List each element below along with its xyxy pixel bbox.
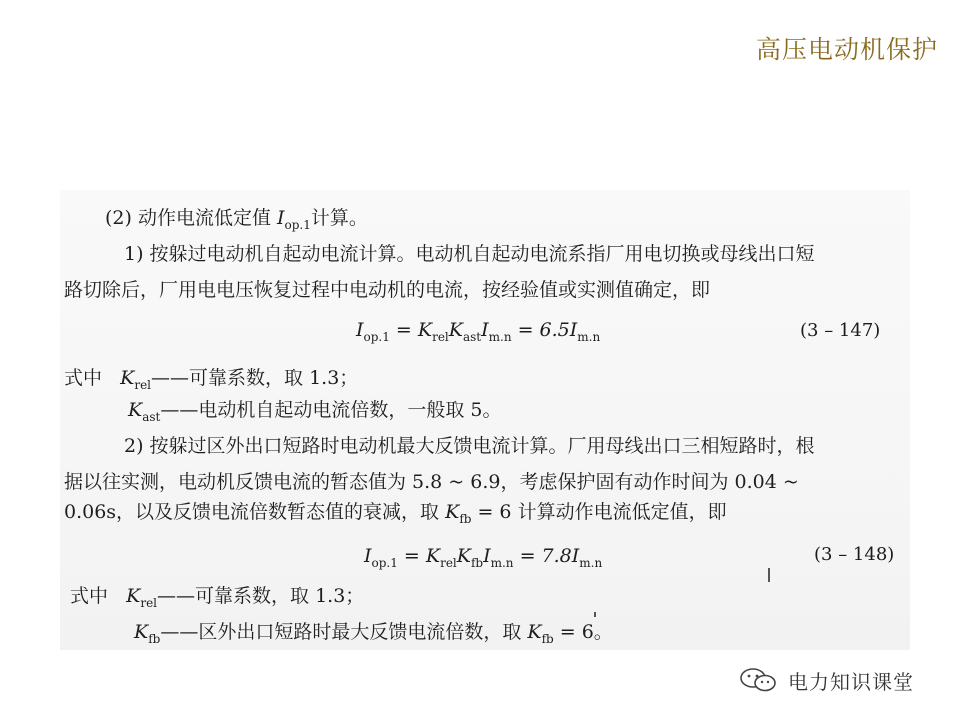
scan-mark [768,568,770,582]
watermark-text: 电力知识课堂 [788,669,914,694]
section-2-heading: (2) 动作电流低定值 $I_{op.1}$计算。 [105,207,368,232]
equation-3-147: $I_{op.1} = K_{rel}K_{ast}I_{m.n} = 6.5I_{m.n}$ [356,319,601,344]
equation-number-148: (3 – 148) [814,544,895,565]
wechat-icon [738,666,780,694]
where-kfb-2: $K_{fb}——$区外出口短路时最大反馈电流倍数，取 $K_{fb} = 6$。 [134,621,613,646]
equation-3-148: $I_{op.1} = K_{rel}K_{fb}I_{m.n} = 7.8I_{m.n}$ [364,545,603,570]
para-2-line-2: 据以往实测，电动机反馈电流的暂态值为 5.8 ~ 6.9，考虑保护固有动作时间为 0.04 ~ [64,471,799,493]
where-krel-1: 式中 $K_{rel}——$可靠系数，取 1.3； [64,367,359,392]
scan-mark [594,612,596,617]
para-2-line-3: 0.06s，以及反馈电流倍数暂态值的衰减，取 $K_{fb} = 6$ 计算动作电流低定值，即 [64,501,727,526]
equation-number-147: (3 – 147) [800,320,881,341]
where-kast-1: $K_{ast}——$电动机自起动电流倍数，一般取 5。 [128,399,502,424]
watermark [738,666,914,694]
para-1-line-2: 路切除后，厂用电电压恢复过程中电动机的电流，按经验值或实测值确定，即 [64,279,711,301]
where-krel-2: 式中 $K_{rel}——$可靠系数，取 1.3； [70,585,365,610]
para-1-line-1: 1) 按躲过电动机自起动电流计算。电动机自起动电流系指厂用电切换或母线出口短 [124,243,815,265]
slide-title: 高压电动机保护 [755,35,938,64]
para-2-line-1: 2) 按躲过区外出口短路时电动机最大反馈电流计算。厂用母线出口三相短路时，根 [124,435,815,457]
